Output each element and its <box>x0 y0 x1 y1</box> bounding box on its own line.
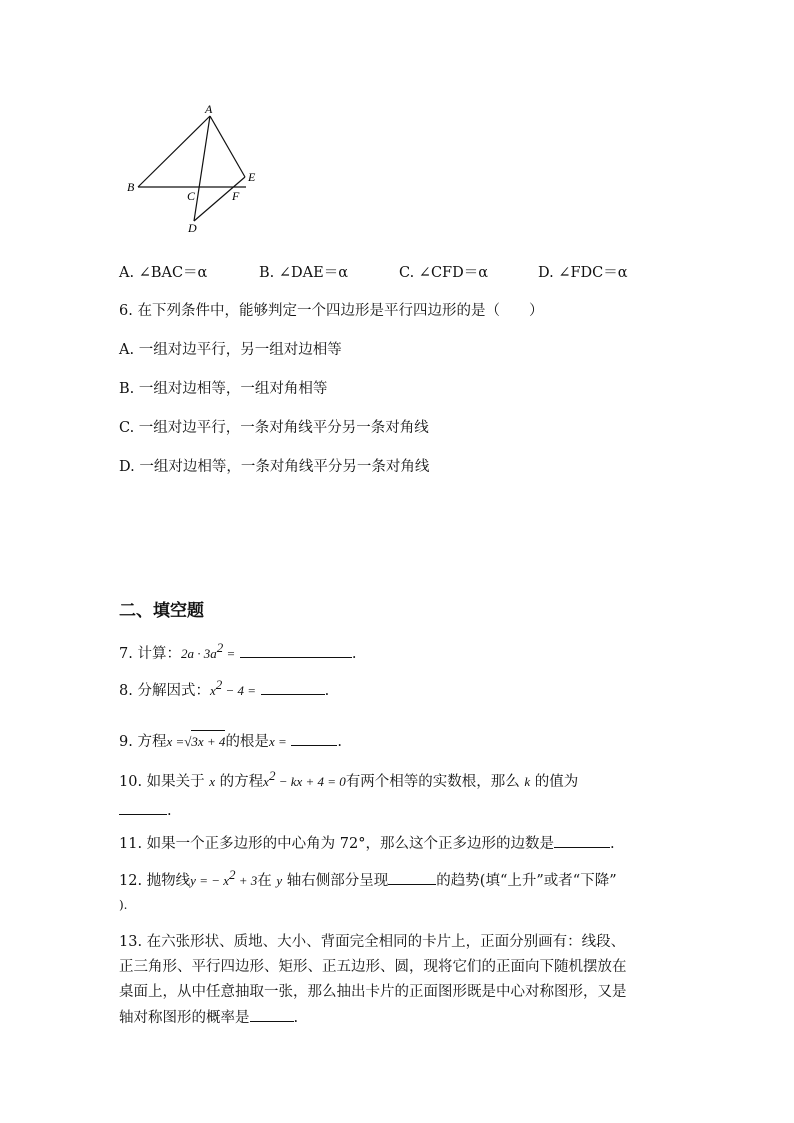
q11-text: 11. 如果一个正多边形的中心角为 72°，那么这个正多边形的边数是 <box>119 836 554 852</box>
sqrt-icon: √ <box>184 734 192 749</box>
label-c: C <box>187 189 196 203</box>
q10-suffix: . <box>167 803 172 819</box>
question-8 <box>119 677 330 701</box>
q7-prefix: 7. 计算： <box>119 646 181 662</box>
q13-line-2: 正三角形、平行四边形、矩形、正五边形、圆，现将它们的正面向下随机摆放在 <box>119 959 627 975</box>
label-a: A <box>205 102 213 116</box>
segment-ae <box>210 116 245 177</box>
q5-option-b: B. ∠DAE＝α <box>259 265 348 281</box>
q10-rest: − kx + 4 = 0 <box>275 774 346 789</box>
label-d: D <box>188 221 197 235</box>
q12-answer-blank[interactable] <box>388 870 436 885</box>
q7-suffix: . <box>351 646 357 662</box>
q12-sup: 2 <box>229 867 236 883</box>
question-10-line2 <box>119 800 172 821</box>
q9-answer-blank[interactable] <box>291 731 337 746</box>
q12-mid1: 在 <box>257 873 277 889</box>
q11-suffix: . <box>609 836 615 852</box>
question-7 <box>119 640 357 664</box>
label-e: E <box>248 170 256 184</box>
label-f: F <box>232 189 240 203</box>
q8-sup: 2 <box>215 677 223 693</box>
q12-prefix: 12. 抛物线 <box>119 873 191 889</box>
q5-option-a: A. ∠BAC＝α <box>119 265 208 281</box>
question-12 <box>119 867 617 891</box>
q12-mid3: 的趋势(填“上升”或者“下降” <box>436 873 617 889</box>
q5-option-d: D. ∠FDC＝α <box>538 265 628 281</box>
q9-prefix: 9. 方程 <box>119 734 167 750</box>
q6-option-b: B. 一组对边相等，一组对角相等 <box>119 381 328 397</box>
q9-radicand: 3x + 4 <box>191 730 225 752</box>
segment-ab <box>138 116 210 187</box>
question-11 <box>119 833 615 854</box>
q7-sup: 2 <box>216 640 224 656</box>
q9-mid: 的根是 <box>225 734 269 750</box>
label-b: B <box>127 180 135 194</box>
q13-line-1: 13. 在六张形状、质地、大小、背面完全相同的卡片上，正面分别画有：线段、 <box>119 934 626 950</box>
section-title: 二、填空题 <box>119 601 204 621</box>
q10-var-k: k <box>524 774 531 789</box>
q9-lhs: x = <box>166 734 185 749</box>
q10-sup: 2 <box>268 768 276 784</box>
q12-mid2: 轴右侧部分呈现 <box>282 873 389 889</box>
q10-expr: x <box>263 774 269 789</box>
q8-answer-blank[interactable] <box>261 680 325 695</box>
q12-var-y: y <box>276 873 283 888</box>
q6-option-c: C. 一组对边平行，一条对角线平分另一条对角线 <box>119 420 429 436</box>
q13-answer-blank[interactable] <box>250 1007 294 1022</box>
geometry-figure <box>120 98 270 238</box>
q11-answer-blank[interactable] <box>554 833 610 848</box>
q5-option-c: C. ∠CFD＝α <box>399 265 489 281</box>
q10-var-x: x <box>209 774 216 789</box>
q7-answer-blank[interactable] <box>240 643 352 658</box>
q7-expr: 2a · 3a <box>180 646 217 661</box>
q10-answer-blank[interactable] <box>119 800 167 815</box>
question-12-line2: ). <box>119 898 128 912</box>
q9-suffix: . <box>337 734 342 750</box>
q10-mid3: 的值为 <box>530 774 579 790</box>
q13-line-3: 桌面上，从中任意抽取一张，那么抽出卡片的正面图形既是中心对称图形，又是 <box>119 984 627 1000</box>
q13-line-4 <box>119 1007 298 1028</box>
q13-suffix: . <box>293 1010 299 1026</box>
q12-expr: y = − x <box>190 873 230 888</box>
q8-rest: − 4 = <box>222 683 257 698</box>
question-10 <box>119 768 579 792</box>
q13-line-4-text: 轴对称图形的概率是 <box>119 1010 250 1026</box>
q10-mid1: 的方程 <box>215 774 264 790</box>
q6-stem: 6. 在下列条件中，能够判定一个四边形是平行四边形的是（ ） <box>119 303 544 319</box>
question-9 <box>119 730 342 752</box>
q9-rhs: x = <box>268 734 287 749</box>
q6-option-d: D. 一组对边相等，一条对角线平分另一条对角线 <box>119 459 430 475</box>
q8-expr: x <box>209 683 216 698</box>
q10-prefix: 10. 如果关于 <box>119 774 210 790</box>
q8-suffix: . <box>324 683 330 699</box>
q6-option-a: A. 一组对边平行，另一组对边相等 <box>119 342 342 358</box>
q10-mid2: 有两个相等的实数根，那么 <box>345 774 525 790</box>
q12-rest: + 3 <box>235 873 258 888</box>
segment-ad <box>194 116 210 221</box>
q7-eq: = <box>223 646 236 661</box>
q8-prefix: 8. 分解因式： <box>119 683 210 699</box>
